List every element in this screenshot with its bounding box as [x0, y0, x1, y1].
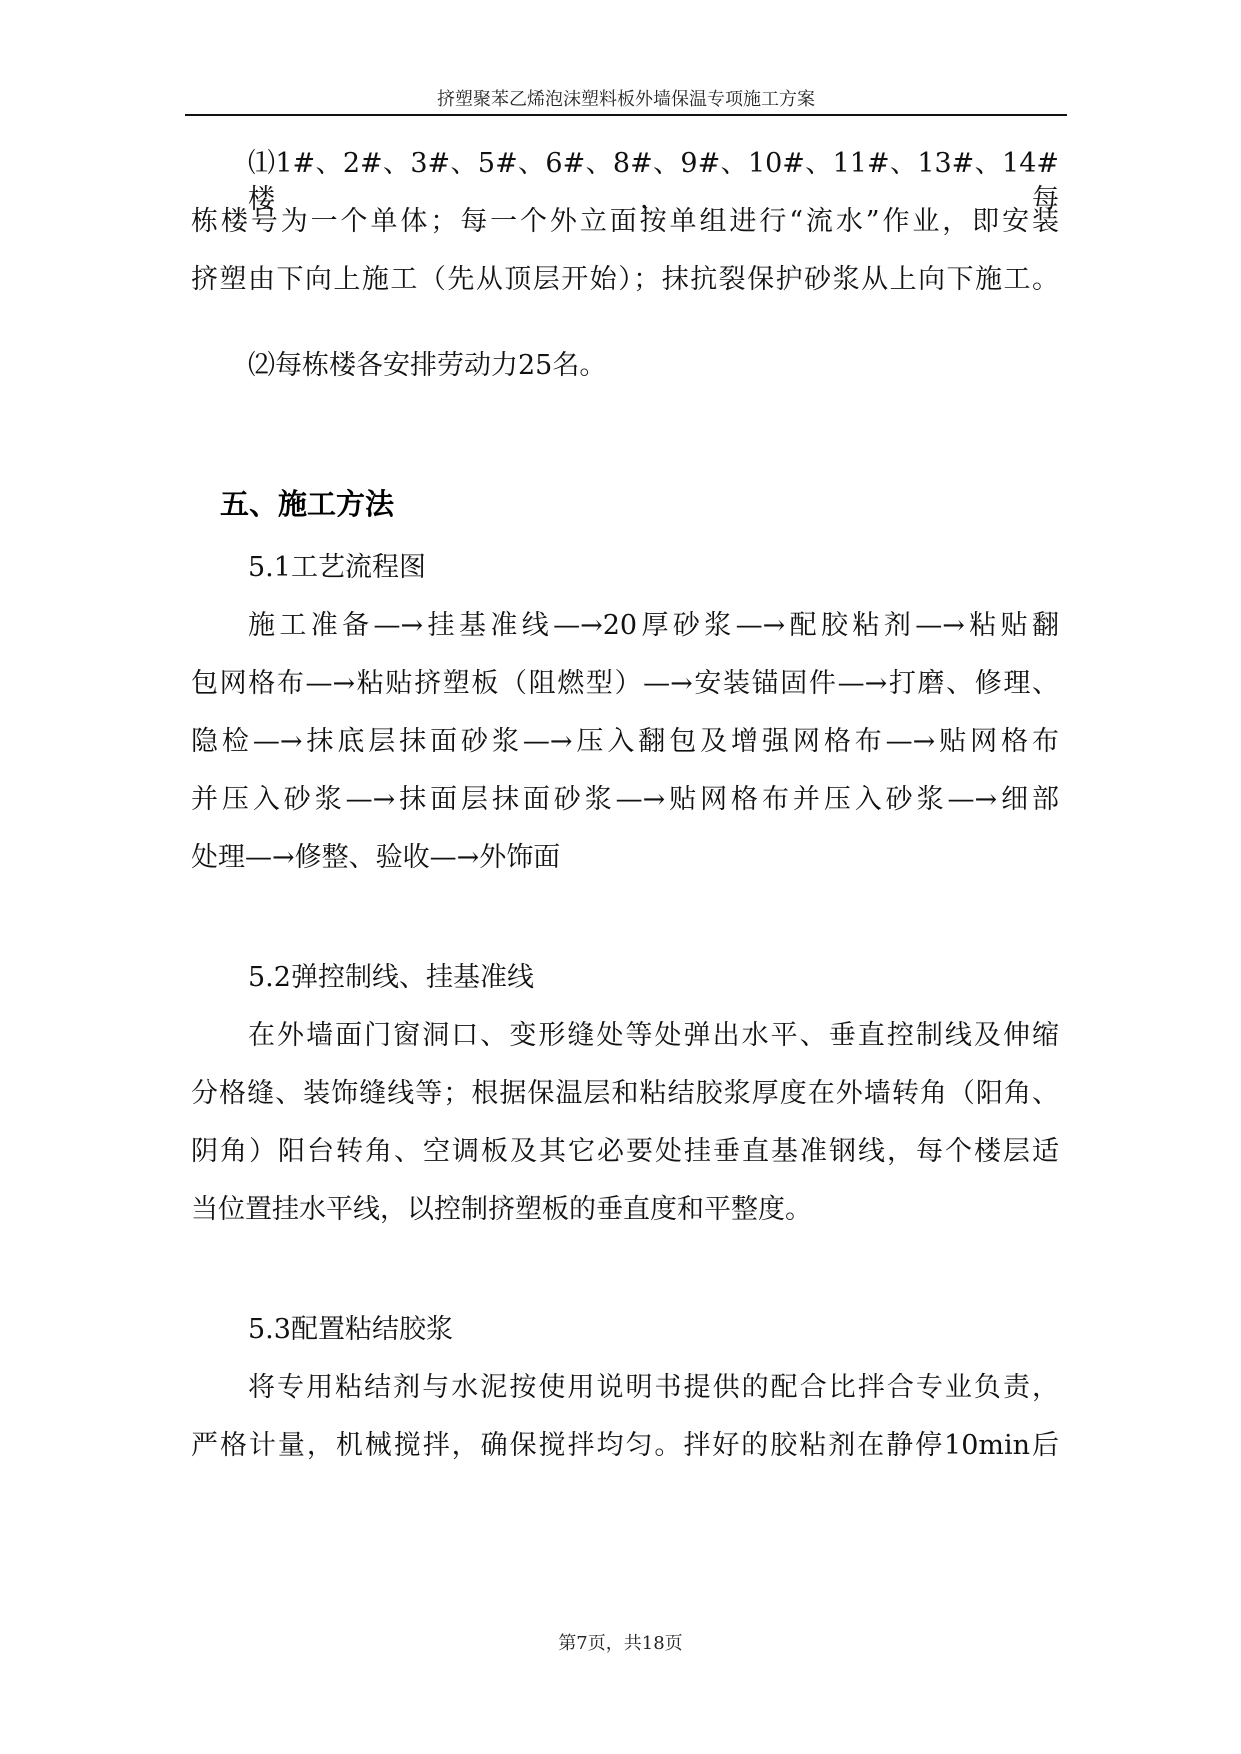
process-flow-line-3: 隐检—→抹底层抹面砂浆—→压入翻包及增强网格布—→贴网格布: [191, 726, 1059, 757]
paragraph-1-line-3: 挤塑由下向上施工（先从顶层开始）；抹抗裂保护砂浆从上向下施工。: [191, 264, 1059, 295]
subsection-5-2-line-2: 分格缝、装饰缝线等；根据保温层和粘结胶浆厚度在外墙转角（阳角、: [191, 1078, 1059, 1109]
process-flow-line-5: 处理—→修整、验收—→外饰面: [191, 842, 561, 873]
subsection-5-3-line-2: 严格计量，机械搅拌，确保搅拌均匀。拌好的胶粘剂在静停10min后: [191, 1430, 1059, 1461]
subsection-5-1-title: 5.1工艺流程图: [248, 552, 426, 583]
subsection-5-2-line-4: 当位置挂水平线，以控制挤塑板的垂直度和平整度。: [191, 1194, 812, 1225]
process-flow-line-1: 施工准备—→挂基准线—→20厚砂浆—→配胶粘剂—→粘贴翻: [248, 610, 1059, 641]
process-flow-line-2: 包网格布—→粘贴挤塑板（阻燃型）—→安装锚固件—→打磨、修理、: [191, 668, 1059, 699]
subsection-5-3-line-1: 将专用粘结剂与水泥按使用说明书提供的配合比拌合专业负责，: [248, 1372, 1059, 1403]
process-flow-line-4: 并压入砂浆—→抹面层抹面砂浆—→贴网格布并压入砂浆—→细部: [191, 784, 1059, 815]
paragraph-1-line-2: 栋楼号为一个单体；每一个外立面按单组进行“流水”作业，即安装: [191, 206, 1059, 237]
header-rule: [185, 114, 1067, 116]
section-heading: 五、施工方法: [220, 487, 395, 521]
paragraph-2-line-1: ⑵每栋楼各安排劳动力25名。: [248, 350, 607, 381]
subsection-5-2-title: 5.2弹控制线、挂基准线: [248, 962, 534, 993]
paragraph-1-line-1: ⑴1#、2#、3#、5#、6#、8#、9#、10#、11#、13#、14#楼，每: [248, 148, 1059, 215]
subsection-5-3-title: 5.3配置粘结胶浆: [248, 1314, 453, 1345]
header-title: 挤塑聚苯乙烯泡沫塑料板外墙保温专项施工方案: [437, 89, 815, 110]
subsection-5-2-line-1: 在外墙面门窗洞口、变形缝处等处弹出水平、垂直控制线及伸缩: [248, 1020, 1059, 1051]
subsection-5-2-line-3: 阴角）阳台转角、空调板及其它必要处挂垂直基准钢线，每个楼层适: [191, 1136, 1059, 1167]
page-footer: 第7页，共18页: [558, 1633, 683, 1654]
